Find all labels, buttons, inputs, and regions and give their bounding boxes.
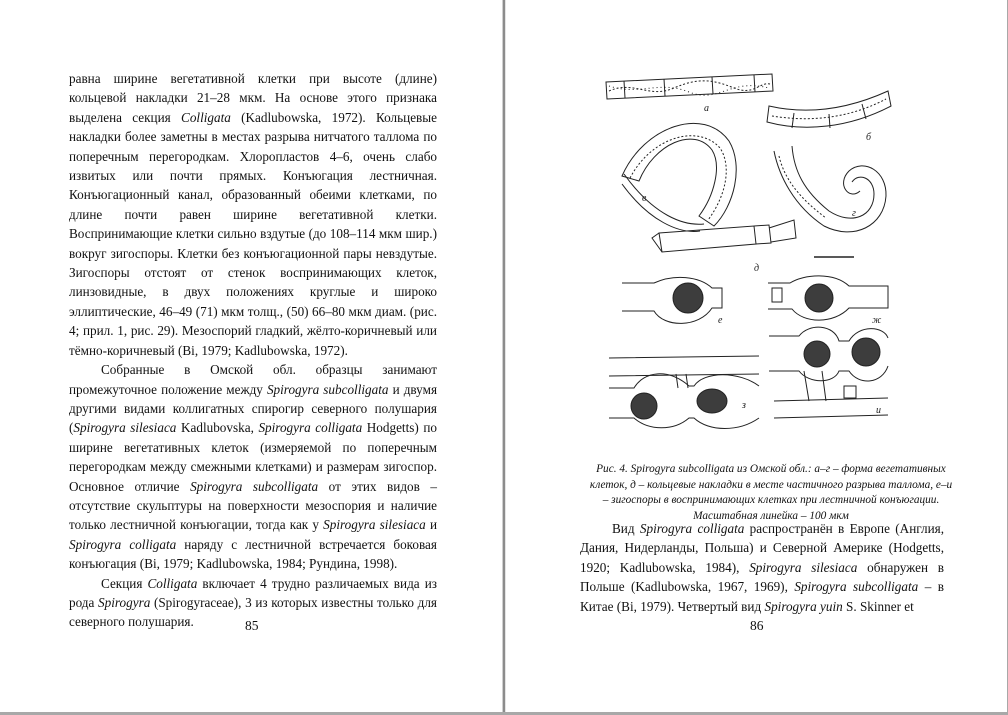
label-i: и xyxy=(876,405,881,416)
filament-a-drawing xyxy=(606,74,773,99)
label-b: б xyxy=(866,132,872,143)
left-page xyxy=(0,0,503,712)
figure-caption: Рис. 4. Spirogyra subcolligata из Омской обл.: а–г – форма вегетативных клеток, д – кольцевые накладки в месте частичного разрыва таллома, е–и – зигоспоры в воспринимающих клетках при лестничной конъюгации. Масштабная линейка – 100 мкм xyxy=(589,463,953,522)
label-z: з xyxy=(742,400,746,411)
right-page-number: 86 xyxy=(750,618,764,633)
left-paragraph-3: Секция Colligata включает 4 трудно различаемых вида из рода Spirogyra (Spirogyraceae), 3 из которых известны только для северного полушария. xyxy=(69,575,437,630)
filament-v-drawing xyxy=(622,123,736,231)
label-zh: ж xyxy=(872,315,882,326)
label-e: е xyxy=(718,315,723,326)
label-a: а xyxy=(704,103,709,114)
right-page xyxy=(505,0,1007,712)
zygote-zh-drawing xyxy=(768,276,888,320)
filament-d-drawing xyxy=(652,220,796,252)
left-page-number: 85 xyxy=(245,618,259,633)
right-text-column xyxy=(580,519,944,616)
label-v: в xyxy=(642,193,647,204)
zygote-e-drawing xyxy=(622,277,722,323)
label-g: г xyxy=(852,208,856,219)
zygote-i-drawing xyxy=(769,327,888,418)
filament-g-drawing xyxy=(774,146,886,232)
spirogyra-figure xyxy=(604,66,894,436)
left-paragraph-1: равна ширине вегетативной клетки при высоте (длине) кольцевой накладки 21–28 мкм. На основе этого признака выделена секция Colligata (Kadlubowska, 1972). Кольцевые накладки более заметны в местах разрыва нитчатого таллома по поперечным перегородкам. Хлоропластов 4–6, очень слабо извитых или почти прямых. Конъюгация лестничная. Конъюгационный канал, образованный обеими клетками, по длине почти равен ширине вегетативной клетки. Воспринимающие клетки сильно вздутые (до 108–114 мкм шир.) вокруг зигоспоры. Клетки без конъюгационной пары невздутые. Зигоспоры отстоят от стенок воспринимающих клеток, линзовидные, в двух положениях круглые и широко эллиптические, 46–49 (71) мкм толщ., (50) 66–80 мкм диам. (рис. 4; прил. 1, рис. 29). Мезоспорий гладкий, жёлто-коричневый или тёмно-коричневый (Bi, 1979; Kadlubowska, 1972). xyxy=(69,71,437,358)
left-text-column xyxy=(69,69,437,632)
zygote-z-drawing xyxy=(609,356,759,429)
left-paragraph-2: Собранные в Омской обл. образцы занимают промежуточное положение между Spirogyra subcolligata и двумя другими видами коллигатных спирогир северного полушария (Spirogyra silesiaca Kadlubovska, Spirogyra colligata Hodgetts) по ширине вегетативных клеток (измеряемой по поперечным перегородкам между смежными клетками) и размерам зигоспор. Основное отличие Spirogyra subcolligata от этих видов – отсутствие скульптуры на поверхности мезоспория и наличие только лестничной конъюгации, тогда как у Spirogyra silesiaca и Spirogyra colligata наряду с лестничной встречается боковая конъюгация (Bi, 1979; Kadlubowska, 1984; Рундина, 1998). xyxy=(69,362,438,572)
label-d: д xyxy=(754,263,760,274)
right-paragraph-1: Вид Spirogyra colligata распространён в Европе (Англия, Дания, Нидерланды, Польша) и Северной Америке (Hodgetts, 1920; Kadlubowska, 1984), Spirogyra silesiaca обнаружен в Польше (Kadlubowska, 1967, 1969), Spirogyra subcolligata – в Китае (Bi, 1979). Четвертый вид Spirogyra yuin S. Skinner et xyxy=(580,521,944,614)
filament-b-drawing xyxy=(767,91,891,128)
